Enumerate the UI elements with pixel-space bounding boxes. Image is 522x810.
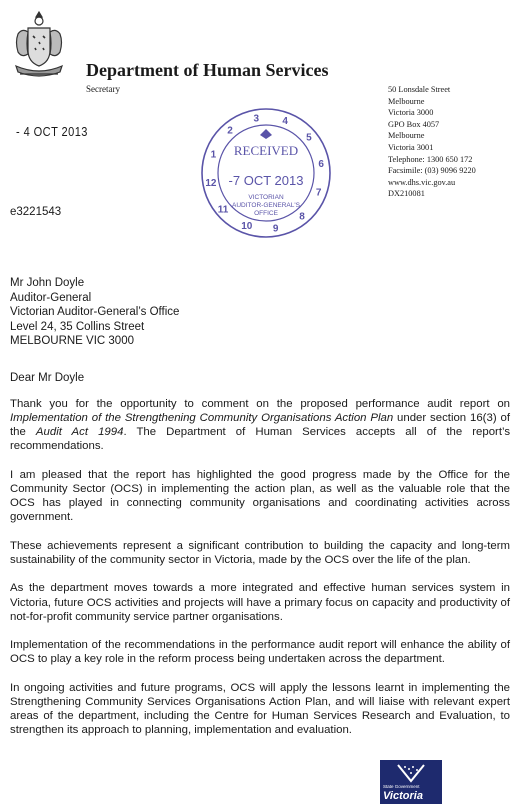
letter-date: - 4 OCT 2013 xyxy=(16,124,88,139)
stamp-date: -7 OCT 2013 xyxy=(228,173,304,188)
body-paragraph: In ongoing activities and future programs, OCS will apply the lessons learnt in implementing the Strengthening Community Services Organisations Action Plan, and will liaise with relevant expert areas of the department, including the Centre for Human Services Research and Evaluation, to strengthen its approach to planning, implementation and evaluation. xyxy=(10,681,510,737)
victoria-logo-icon xyxy=(396,763,426,783)
address-line: GPO Box 4057 xyxy=(388,119,440,129)
address-line: Facsimile: (03) 9096 9220 xyxy=(388,166,476,176)
address-line: www.dhs.vic.gov.au xyxy=(388,177,456,187)
logo-name: Victoria xyxy=(383,790,423,802)
report-title: Implementation of the Strengthening Community Organisations Action Plan xyxy=(10,412,394,425)
address-line: Victoria 3001 xyxy=(388,142,434,152)
stamp-received-text: RECEIVED xyxy=(233,143,299,158)
body-paragraph: I am pleased that the report has highlighted the good progress made by the Office for the Community Sector (OCS) in implementing the action plan, as well as the valuable role that the OCS has played in connecting community organisations and coordinating activities across government. xyxy=(10,468,510,524)
stamp-ring-number: 11 xyxy=(217,204,229,216)
stamp-office-line: OFFICE xyxy=(254,210,278,217)
recipient-line: Victorian Auditor-General’s Office xyxy=(10,306,180,319)
logo-small-text: State Government xyxy=(383,784,420,789)
received-stamp xyxy=(198,105,334,241)
sender-address xyxy=(388,84,476,200)
body-paragraph: As the department moves towards a more integrated and effective human services system in Victoria, future OCS activities and projects will have a primary focus on capacity and productivity of not-for-profit community service partner organisations. xyxy=(10,582,510,623)
act-title: Audit Act 1994 xyxy=(35,426,124,439)
body-paragraph xyxy=(10,397,510,453)
secretary-label: Secretary xyxy=(86,84,120,94)
stamp-ring-number: 10 xyxy=(241,221,253,233)
address-line: DX210081 xyxy=(388,189,425,199)
coat-of-arms-icon xyxy=(10,8,68,84)
paragraph-text: Thank you for the opportunity to comment on the proposed performance audit report on xyxy=(10,398,510,410)
department-title: Department of Human Services xyxy=(86,60,329,80)
stamp-ring-number: 12 xyxy=(205,178,217,190)
stamp-ring-number: 2 xyxy=(227,125,233,137)
address-line: Melbourne xyxy=(388,96,425,106)
address-line: 50 Lonsdale Street xyxy=(388,85,451,94)
stamp-office-line: VICTORIAN xyxy=(248,194,284,201)
address-line: Telephone: 1300 650 172 xyxy=(388,154,473,164)
salutation: Dear Mr Doyle xyxy=(10,372,85,384)
paragraph-text: under section 16(3) of the xyxy=(10,412,510,439)
stamp-ring-number: 5 xyxy=(306,132,312,144)
stamp-ring-number: 8 xyxy=(299,211,305,223)
stamp-ring-number: 4 xyxy=(282,115,288,127)
body-paragraph: These achievements represent a significant contribution to building the capacity and long-term sustainability of the community sector in Victoria, made by the OCS over the life of the plan. xyxy=(10,539,510,566)
body-paragraph: Implementation of the recommendations in the performance audit report will enhance the ability of OCS to play a key role in the reform process being undertaken across the department. xyxy=(10,639,510,666)
recipient-address xyxy=(10,276,179,349)
address-line: Victoria 3000 xyxy=(388,108,434,118)
stamp-ring-number: 9 xyxy=(272,223,279,235)
stamp-ring-number: 7 xyxy=(315,187,322,199)
victoria-logo xyxy=(380,760,442,804)
recipient-line: Mr John Doyle xyxy=(10,277,85,289)
paragraph-text: . The Department of Human Services accepts all of the report’s recommendations. xyxy=(10,426,511,453)
recipient-line: Level 24, 35 Collins Street xyxy=(10,320,145,333)
recipient-line: MELBOURNE VIC 3000 xyxy=(10,335,134,348)
address-line: Melbourne xyxy=(388,131,425,141)
recipient-line: Auditor-General xyxy=(10,291,92,304)
stamp-ring-number: 1 xyxy=(210,149,217,161)
stamp-ring-number: 3 xyxy=(253,113,260,125)
stamp-office-line: AUDITOR-GENERAL'S xyxy=(232,202,300,209)
reference-number: e3221543 xyxy=(10,206,62,218)
stamp-ring-number: 6 xyxy=(318,158,324,170)
letter-body xyxy=(10,397,510,752)
